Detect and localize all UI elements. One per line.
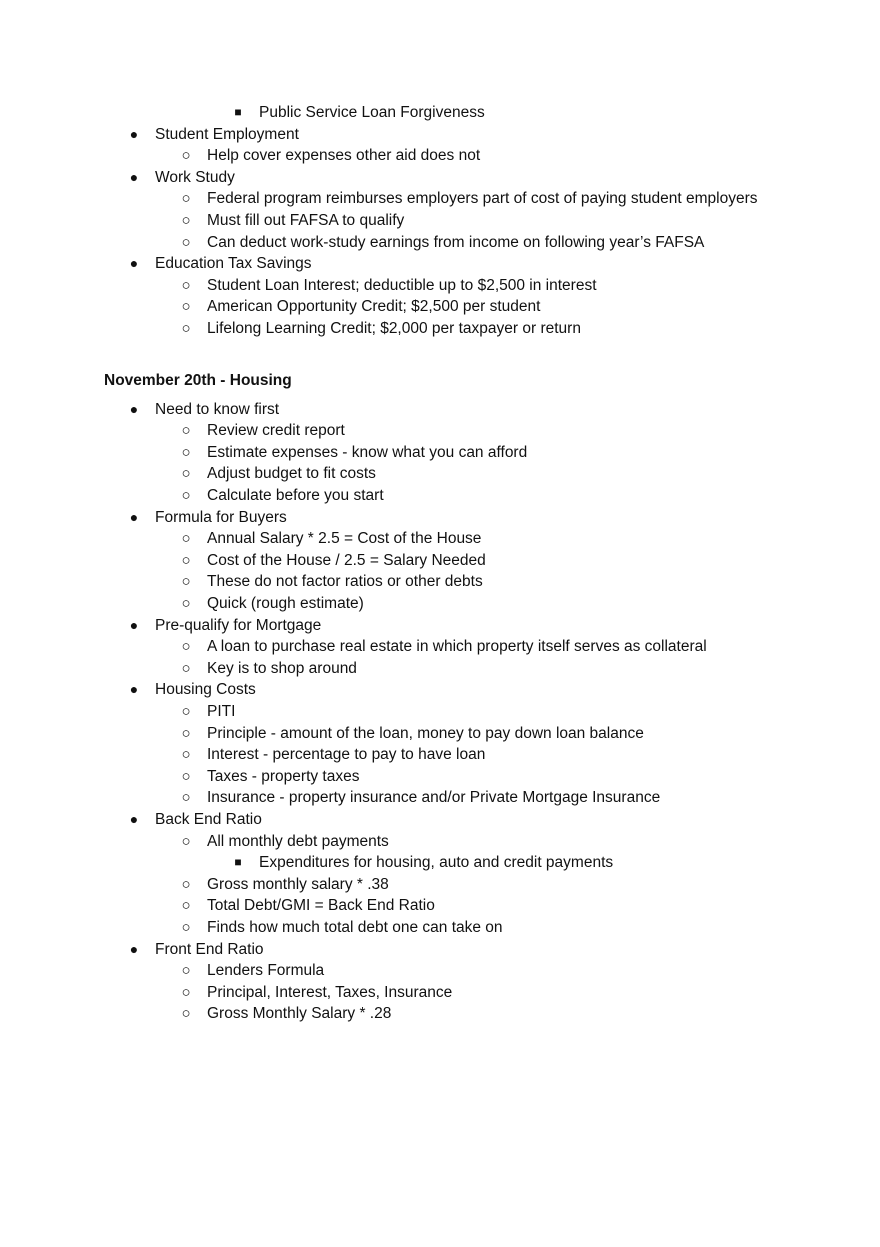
circle-bullet-icon: ○ <box>181 659 191 677</box>
list-item-text: All monthly debt payments <box>207 832 389 850</box>
disc-bullet-icon: ● <box>129 940 139 957</box>
list-item-text: Total Debt/GMI = Back End Ratio <box>207 897 435 915</box>
list-item-text: Back End Ratio <box>155 810 262 828</box>
list-item-text: Key is to shop around <box>207 659 357 677</box>
circle-bullet-icon: ○ <box>181 897 191 915</box>
list-item-text: Adjust budget to fit costs <box>207 465 376 483</box>
list-item-text: Formula for Buyers <box>155 508 287 526</box>
list-item-text: Gross Monthly Salary * .28 <box>207 1005 392 1023</box>
list-item-text: Insurance - property insurance and/or Private Mortgage Insurance <box>207 789 661 807</box>
list-item-text: A loan to purchase real estate in which property itself serves as collateral <box>207 638 707 656</box>
circle-bullet-icon: ○ <box>181 443 191 461</box>
circle-bullet-icon: ○ <box>181 1005 191 1023</box>
list-item-text: PITI <box>207 702 236 720</box>
square-bullet-icon: ■ <box>234 855 242 870</box>
disc-bullet-icon: ● <box>129 400 139 417</box>
list-item-text: Help cover expenses other aid does not <box>207 147 481 165</box>
list-item-text: These do not factor ratios or other debts <box>207 573 483 591</box>
list-item-text: Can deduct work-study earnings from income on following year’s FAFSA <box>207 233 705 251</box>
list-item-text: Review credit report <box>207 422 345 440</box>
list-item-text: Pre-qualify for Mortgage <box>155 616 322 634</box>
circle-bullet-icon: ○ <box>181 190 191 208</box>
list-item-text: Annual Salary * 2.5 = Cost of the House <box>207 530 482 548</box>
circle-bullet-icon: ○ <box>181 832 191 850</box>
circle-bullet-icon: ○ <box>181 486 191 504</box>
circle-bullet-icon: ○ <box>181 702 191 720</box>
section-heading: November 20th - Housing <box>104 371 292 389</box>
circle-bullet-icon: ○ <box>181 789 191 807</box>
list-item-text: Taxes - property taxes <box>207 767 360 785</box>
list-item-text: Student Employment <box>155 125 299 143</box>
circle-bullet-icon: ○ <box>181 638 191 656</box>
list-item-text: Lifelong Learning Credit; $2,000 per taxpayer or return <box>207 320 581 337</box>
circle-bullet-icon: ○ <box>181 212 191 229</box>
circle-bullet-icon: ○ <box>181 233 191 251</box>
circle-bullet-icon: ○ <box>181 875 191 893</box>
list-item-text: Quick (rough estimate) <box>207 594 364 612</box>
list-item-text: Student Loan Interest; deductible up to $2,500 in interest <box>207 276 597 294</box>
circle-bullet-icon: ○ <box>181 147 191 165</box>
circle-bullet-icon: ○ <box>181 594 191 612</box>
list-item-text: Gross monthly salary * .38 <box>207 875 389 893</box>
disc-bullet-icon: ● <box>129 508 139 525</box>
list-item-text: Must fill out FAFSA to qualify <box>207 212 405 229</box>
list-item-text: Cost of the House / 2.5 = Salary Needed <box>207 551 486 569</box>
list-item-text: Housing Costs <box>155 681 256 699</box>
circle-bullet-icon: ○ <box>181 573 191 591</box>
list-item-text: American Opportunity Credit; $2,500 per student <box>207 298 541 316</box>
list-item-text: Front End Ratio <box>155 940 264 958</box>
circle-bullet-icon: ○ <box>181 724 191 742</box>
circle-bullet-icon: ○ <box>181 983 191 1001</box>
circle-bullet-icon: ○ <box>181 276 191 294</box>
list-item-text: Calculate before you start <box>207 486 384 504</box>
disc-bullet-icon: ● <box>129 616 139 633</box>
list-item-text: Principle - amount of the loan, money to pay down loan balance <box>207 724 644 742</box>
disc-bullet-icon: ● <box>129 810 139 827</box>
circle-bullet-icon: ○ <box>181 746 191 764</box>
circle-bullet-icon: ○ <box>181 962 191 980</box>
list-item-text: Interest - percentage to pay to have loan <box>207 746 486 764</box>
list-item-text: Lenders Formula <box>207 962 325 980</box>
disc-bullet-icon: ● <box>129 125 139 142</box>
disc-bullet-icon: ● <box>129 681 139 698</box>
circle-bullet-icon: ○ <box>181 320 191 337</box>
circle-bullet-icon: ○ <box>181 767 191 785</box>
circle-bullet-icon: ○ <box>181 530 191 548</box>
circle-bullet-icon: ○ <box>181 918 191 936</box>
list-item-text: Public Service Loan Forgiveness <box>259 104 485 121</box>
list-item-text: Finds how much total debt one can take on <box>207 918 503 936</box>
list-item-text: Need to know first <box>155 400 280 418</box>
circle-bullet-icon: ○ <box>181 298 191 316</box>
circle-bullet-icon: ○ <box>181 422 191 440</box>
list-item-text: Federal program reimburses employers part of cost of paying student employers <box>207 190 758 208</box>
list-item-text: Principal, Interest, Taxes, Insurance <box>207 983 453 1001</box>
list-item-text: Education Tax Savings <box>155 255 312 273</box>
disc-bullet-icon: ● <box>129 168 139 185</box>
list-item-text: Estimate expenses - know what you can afford <box>207 443 528 461</box>
circle-bullet-icon: ○ <box>181 465 191 483</box>
circle-bullet-icon: ○ <box>181 551 191 569</box>
disc-bullet-icon: ● <box>129 255 139 272</box>
square-bullet-icon: ■ <box>234 105 242 119</box>
list-item-text: Expenditures for housing, auto and credit payments <box>259 854 614 872</box>
list-item-text: Work Study <box>155 168 235 186</box>
